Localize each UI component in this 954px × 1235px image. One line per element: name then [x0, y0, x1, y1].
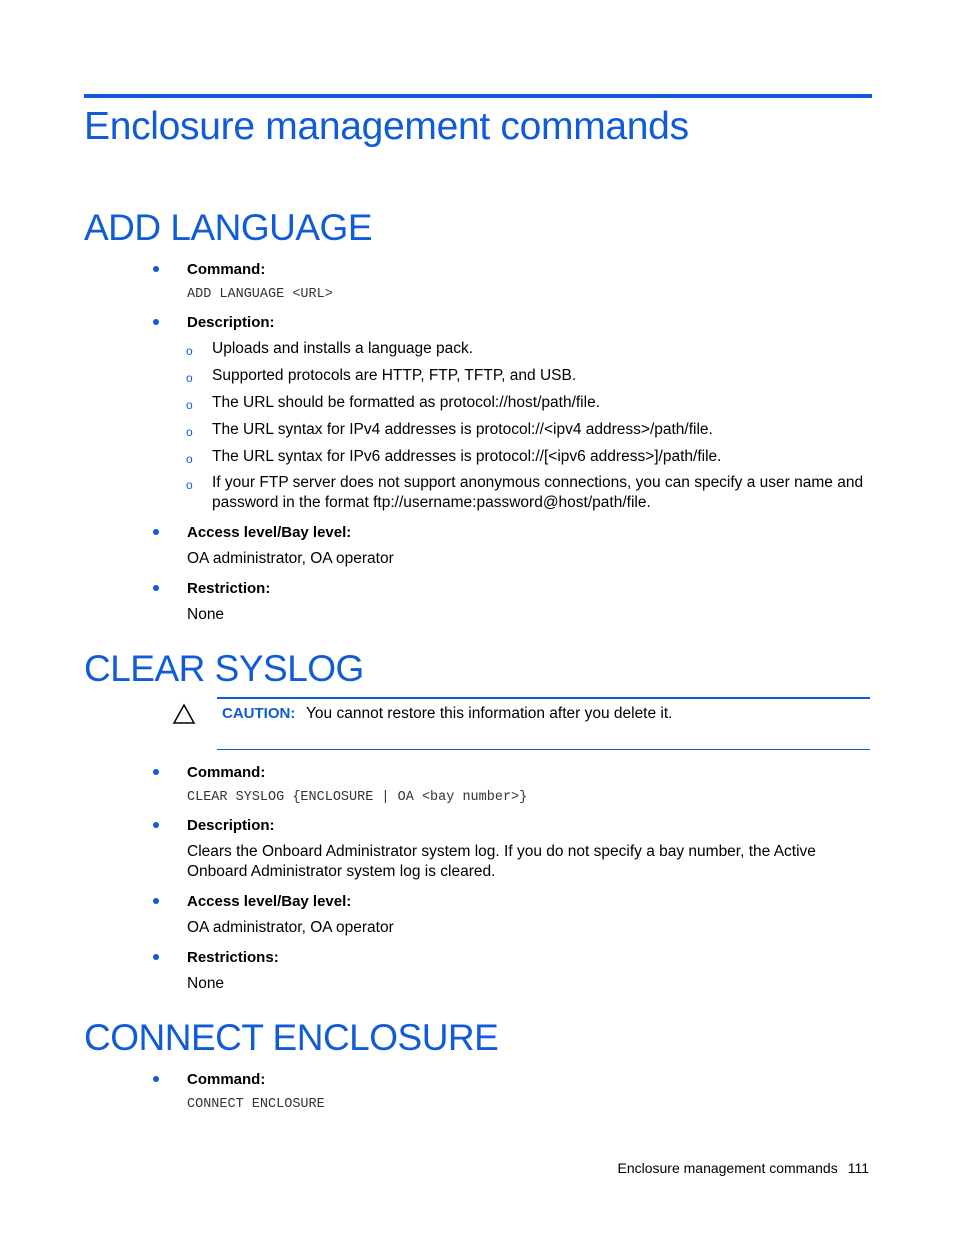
- description-item: Supported protocols are HTTP, FTP, TFTP, and USB.: [212, 367, 577, 384]
- sub-bullet-icon: o: [186, 452, 193, 466]
- command-label: Command:: [187, 1071, 266, 1088]
- caution-label: CAUTION:: [222, 705, 296, 722]
- caution-rule-top: [217, 697, 870, 699]
- sub-bullet-icon: o: [186, 478, 193, 492]
- chapter-title: Enclosure management commands: [84, 105, 689, 148]
- description-item: The URL syntax for IPv6 addresses is protocol://[<ipv6 address>]/path/file.: [212, 448, 722, 465]
- bullet-icon: [153, 529, 159, 535]
- sub-bullet-icon: o: [186, 371, 193, 385]
- caution-text: You cannot restore this information after you delete it.: [306, 705, 673, 722]
- description-text: Clears the Onboard Administrator system log. If you do not specify a bay number, the Active Onboard Administrator system log is cleared.: [187, 843, 816, 880]
- command-label: Command:: [187, 261, 266, 278]
- bullet-icon: [153, 585, 159, 591]
- bullet-icon: [153, 954, 159, 960]
- access-level-label: Access level/Bay level:: [187, 524, 352, 541]
- bullet-icon: [153, 898, 159, 904]
- sub-bullet-icon: o: [186, 398, 193, 412]
- section-title-connect-enclosure: CONNECT ENCLOSURE: [84, 1017, 499, 1058]
- bullet-icon: [153, 822, 159, 828]
- section-title-clear-syslog: CLEAR SYSLOG: [84, 648, 364, 689]
- caution-rule-bottom: [217, 749, 870, 750]
- command-syntax: CLEAR SYSLOG {ENCLOSURE | OA <bay number>}: [187, 790, 528, 805]
- bullet-icon: [153, 1076, 159, 1082]
- command-syntax: ADD LANGUAGE <URL>: [187, 287, 333, 302]
- chapter-rule: [84, 94, 872, 98]
- page-footer: [617, 1159, 869, 1177]
- page-number: 111: [847, 1160, 869, 1176]
- restriction-label: Restrictions:: [187, 949, 279, 966]
- footer-title: Enclosure management commands: [617, 1160, 838, 1176]
- section-title-add-language: ADD LANGUAGE: [84, 207, 373, 248]
- bullet-icon: [153, 266, 159, 272]
- bullet-icon: [153, 319, 159, 325]
- access-level-value: OA administrator, OA operator: [187, 919, 394, 936]
- sub-bullet-icon: o: [186, 344, 193, 358]
- access-level-label: Access level/Bay level:: [187, 893, 352, 910]
- description-label: Description:: [187, 314, 275, 331]
- description-item: The URL syntax for IPv4 addresses is protocol://<ipv4 address>/path/file.: [212, 421, 713, 438]
- command-syntax: CONNECT ENCLOSURE: [187, 1097, 325, 1112]
- bullet-icon: [153, 769, 159, 775]
- caution-triangle-icon: [172, 703, 196, 725]
- sub-bullet-icon: o: [186, 425, 193, 439]
- restriction-label: Restriction:: [187, 580, 271, 597]
- description-item: If your FTP server does not support anonymous connections, you can specify a user name and password in the format ftp://username:password@host/path/file.: [212, 474, 864, 511]
- restriction-value: None: [187, 606, 225, 623]
- access-level-value: OA administrator, OA operator: [187, 550, 394, 567]
- restriction-value: None: [187, 975, 225, 992]
- description-label: Description:: [187, 817, 275, 834]
- description-item: The URL should be formatted as protocol://host/path/file.: [212, 394, 600, 411]
- description-item: Uploads and installs a language pack.: [212, 340, 474, 357]
- command-label: Command:: [187, 764, 266, 781]
